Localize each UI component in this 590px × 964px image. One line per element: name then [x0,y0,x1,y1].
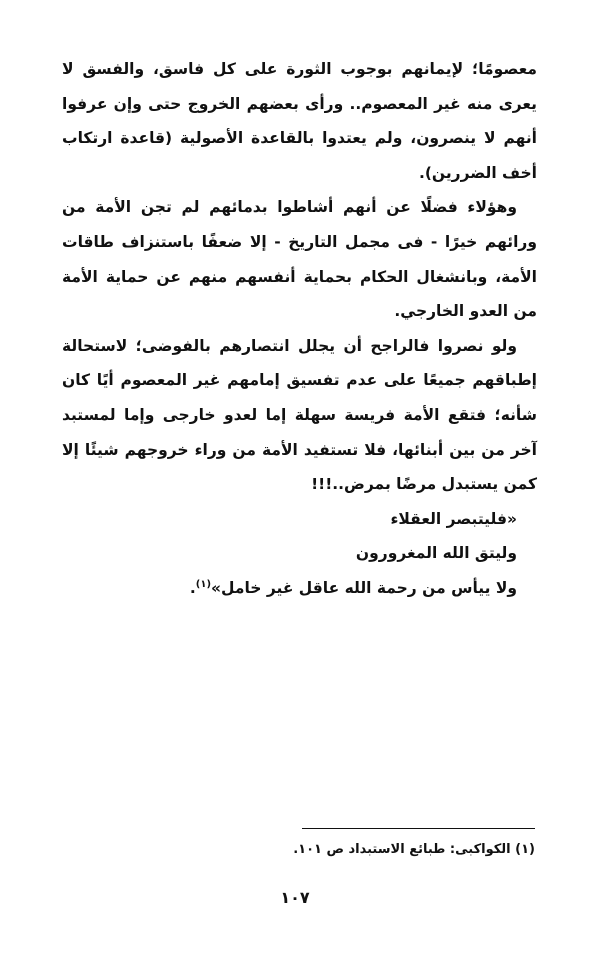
footnote-reference: (١) [195,578,212,590]
paragraph-2: وهؤلاء فضلًا عن أنهم أشاطوا بدمائهم لم تجن الأمة من ورائهم خيرًا - فى مجمل التاريخ - إلا ضعفًا باستنزاف طاقات الأمة، وبانشغال الحكام بحماية أنفسهم منهم عن حماية الأمة من العدو الخارجي. [62,198,537,321]
paragraph-3: ولو نصروا فالراجح أن يجلل انتصارهم بالفوضى؛ لاستحالة إطباقهم جميعًا على عدم تفسيق إمامهم غير المعصوم أيًا كان شأنه؛ فتقع الأمة فريسة سهلة إما لعدو خارجى وإما لمستبد آخر من بين أبنائها، فلا تستفيد الأمة من وراء خروجهم شيئًا إلا كمن يستبدل مرضًا بمرض..!!! [62,336,537,494]
quote-line-1: «فليتبصر العقلاء [390,509,517,528]
quote-line-3 [62,571,537,606]
paragraph-1: معصومًا؛ لإيمانهم بوجوب الثورة على كل فاسق، والفسق لا يعرى منه غير المعصوم.. ورأى بعضهم الخروج حتى وإن عرفوا أنهم لا ينصرون، ولم يعتدوا بالقاعدة الأصولية (قاعدة ارتكاب أخف الضررين). [62,60,537,182]
quote-end-period: . [189,578,196,597]
body-text [62,52,537,606]
page-number: ١٠٧ [280,888,310,907]
quote-line-2: وليتق الله المغرورون [355,544,517,563]
footnote: (١) الكواكبى: طبائع الاستبداد ص ١٠١. [293,842,535,857]
quote-line-3-text: ولا ييأس من رحمة الله عاقل غير خامل» [211,578,517,597]
footnote-divider [302,828,535,829]
